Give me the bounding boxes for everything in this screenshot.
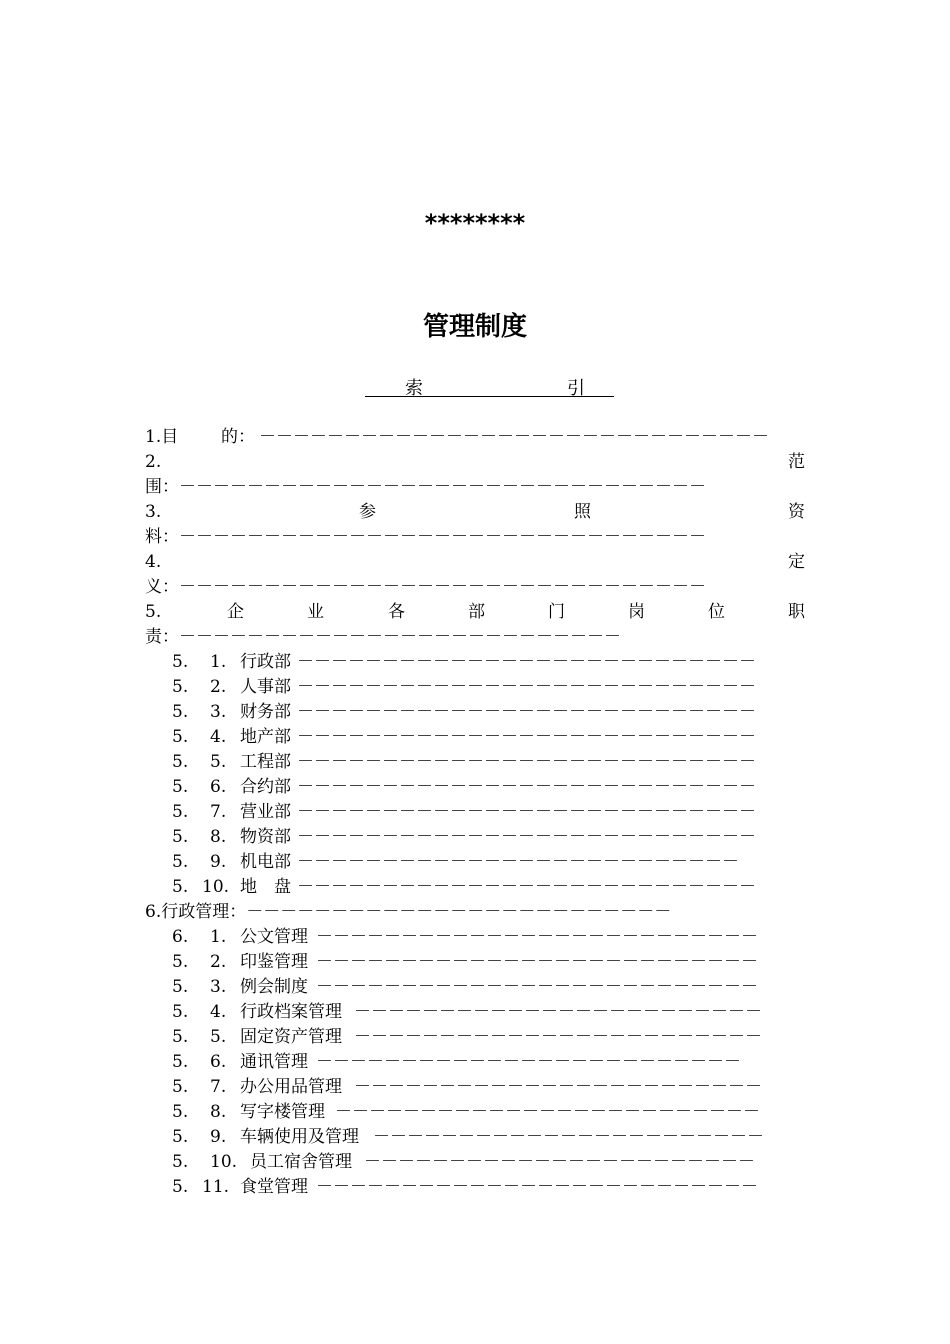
toc-subitem-leader: －－－－－－－－－－－－－－－－－－－－－－－－－－－ bbox=[297, 727, 756, 747]
toc-subitem-major: 6. bbox=[172, 927, 189, 947]
toc-item-3-mid2: 照 bbox=[574, 502, 591, 522]
toc-item-5-char: 业 bbox=[307, 602, 324, 622]
toc-subitem bbox=[172, 1100, 802, 1124]
index-heading-left: 索 bbox=[405, 378, 423, 399]
toc-subitem bbox=[172, 875, 802, 899]
toc-subitem-major: 5. bbox=[172, 777, 189, 797]
toc-subitem bbox=[172, 775, 802, 799]
toc-subitem bbox=[172, 725, 802, 749]
toc-subitem-leader: －－－－－－－－－－－－－－－－－－－－－－－－－－ bbox=[316, 952, 758, 972]
toc-subitem bbox=[172, 1000, 802, 1024]
toc-subitem-major: 5. bbox=[172, 702, 189, 722]
toc-item-5-char: 位 bbox=[708, 602, 725, 622]
toc-subitem-minor: 2. bbox=[210, 677, 227, 697]
toc-subitem-label: 合约部 bbox=[240, 777, 291, 797]
toc-subitem-major: 5. bbox=[172, 727, 189, 747]
toc-subitem-leader: －－－－－－－－－－－－－－－－－－－－－－－－－－－ bbox=[297, 702, 756, 722]
toc-subitem-leader: －－－－－－－－－－－－－－－－－－－－－－－ bbox=[364, 1152, 755, 1172]
toc-subitem-minor: 5. bbox=[210, 1027, 227, 1047]
toc-subitem-leader: －－－－－－－－－－－－－－－－－－－－－－－－－－－ bbox=[297, 752, 756, 772]
toc-subitem-leader: －－－－－－－－－－－－－－－－－－－－－－－－－－－ bbox=[297, 877, 756, 897]
toc-subitem-leader: －－－－－－－－－－－－－－－－－－－－－－－－－－－ bbox=[297, 802, 756, 822]
toc-item-5-char: 门 bbox=[548, 602, 565, 622]
toc-subitem-minor: 10. bbox=[202, 877, 230, 897]
toc-subitem-label: 物资部 bbox=[240, 827, 291, 847]
toc-subitem-major: 5. bbox=[172, 1002, 189, 1022]
toc-subitem bbox=[172, 800, 802, 824]
toc-subitem-minor: 6. bbox=[210, 1052, 227, 1072]
toc-subitem-label: 印鉴管理 bbox=[240, 952, 308, 972]
toc-subitem-leader: －－－－－－－－－－－－－－－－－－－－－－－－ bbox=[354, 1002, 762, 1022]
toc-subitem-label: 办公用品管理 bbox=[240, 1077, 342, 1097]
toc-subitem-label: 公文管理 bbox=[240, 927, 308, 947]
index-heading-right: 引 bbox=[567, 378, 585, 399]
toc-item-5-char: 岗 bbox=[628, 602, 645, 622]
toc-item-3 bbox=[145, 500, 805, 524]
toc-item-3-mid1: 参 bbox=[359, 502, 376, 522]
toc-subitem-major: 5. bbox=[172, 1177, 189, 1197]
toc-section-6-title: 6.行政管理：－－－－－－－－－－－－－－－－－－－－－－－－－ bbox=[145, 902, 672, 922]
toc-subitem-label: 地 盘 bbox=[240, 877, 291, 897]
toc-subitem bbox=[172, 950, 802, 974]
toc-item-3-number: 3. bbox=[145, 502, 162, 522]
toc-item-1-word: 的： bbox=[221, 427, 255, 447]
toc-subitem-major: 5. bbox=[172, 752, 189, 772]
toc-subitem bbox=[172, 1125, 802, 1149]
toc-subitem-label: 通讯管理 bbox=[240, 1052, 308, 1072]
toc-item-5-char: 各 bbox=[388, 602, 405, 622]
toc-subitem-minor: 4. bbox=[210, 727, 227, 747]
toc-subitem-major: 5. bbox=[172, 952, 189, 972]
toc-item-4-number: 4. bbox=[145, 552, 162, 572]
toc-subitem-label: 人事部 bbox=[240, 677, 291, 697]
toc-subitem bbox=[172, 1150, 802, 1174]
toc-subitem-major: 5. bbox=[172, 802, 189, 822]
toc-subitem bbox=[172, 750, 802, 774]
toc-subitem-label: 地产部 bbox=[240, 727, 291, 747]
toc-subitem-major: 5. bbox=[172, 1052, 189, 1072]
toc-subitem-major: 5. bbox=[172, 652, 189, 672]
toc-item-5-char: 5. bbox=[145, 602, 162, 622]
toc-subitem-leader: －－－－－－－－－－－－－－－－－－－－－－－－－－ bbox=[316, 977, 758, 997]
toc-subitem-label: 食堂管理 bbox=[240, 1177, 308, 1197]
toc-subitem-minor: 3. bbox=[210, 702, 227, 722]
toc-subitem-major: 5. bbox=[172, 1077, 189, 1097]
toc-subitem bbox=[172, 700, 802, 724]
toc-subitem-label: 固定资产管理 bbox=[240, 1027, 342, 1047]
toc-subitem-minor: 10. bbox=[210, 1152, 238, 1172]
toc-item-5-char: 职 bbox=[788, 602, 805, 622]
toc-subitem-minor: 6. bbox=[210, 777, 227, 797]
toc-subitem-minor: 5. bbox=[210, 752, 227, 772]
toc-subitem-minor: 3. bbox=[210, 977, 227, 997]
toc-subitem-minor: 9. bbox=[210, 1127, 227, 1147]
toc-item-1-number: 1.目 bbox=[145, 427, 179, 447]
toc-subitem-major: 5. bbox=[172, 677, 189, 697]
toc-item-3-wrap: 料：－－－－－－－－－－－－－－－－－－－－－－－－－－－－－－－ bbox=[145, 527, 706, 547]
toc-subitem bbox=[172, 825, 802, 849]
toc-item-4-wrap: 义：－－－－－－－－－－－－－－－－－－－－－－－－－－－－－－－ bbox=[145, 577, 706, 597]
toc-subitem-label: 行政部 bbox=[240, 652, 291, 672]
toc-item-2-tail: 范 bbox=[788, 452, 805, 472]
toc-subitem bbox=[172, 975, 802, 999]
toc-subitem-leader: －－－－－－－－－－－－－－－－－－－－－－－－－－－ bbox=[297, 652, 756, 672]
toc-item-5-wrap: 责：－－－－－－－－－－－－－－－－－－－－－－－－－－ bbox=[145, 627, 621, 647]
toc-subitem bbox=[172, 1075, 802, 1099]
toc-subitem-label: 例会制度 bbox=[240, 977, 308, 997]
toc-subitem-minor: 9. bbox=[210, 852, 227, 872]
toc-subitem-label: 财务部 bbox=[240, 702, 291, 722]
toc-subitem bbox=[172, 1175, 802, 1199]
toc-subitem bbox=[172, 675, 802, 699]
toc-subitem-label: 车辆使用及管理 bbox=[240, 1127, 359, 1147]
toc-subitem-label: 工程部 bbox=[240, 752, 291, 772]
toc-subitem-major: 5. bbox=[172, 1127, 189, 1147]
toc-subitem bbox=[172, 925, 802, 949]
toc-item-2-wrap: 围：－－－－－－－－－－－－－－－－－－－－－－－－－－－－－－－ bbox=[145, 477, 706, 497]
toc-item-3-tail: 资 bbox=[788, 502, 805, 522]
toc-subitem-label: 写字楼管理 bbox=[240, 1102, 325, 1122]
toc-item-4-tail: 定 bbox=[788, 552, 805, 572]
toc-subitem-leader: －－－－－－－－－－－－－－－－－－－－－－－－－ bbox=[316, 1052, 741, 1072]
toc-subitem-leader: －－－－－－－－－－－－－－－－－－－－－－－－ bbox=[354, 1077, 762, 1097]
toc-subitem-leader: －－－－－－－－－－－－－－－－－－－－－－－－－ bbox=[335, 1102, 760, 1122]
toc-subitem-minor: 1. bbox=[210, 652, 227, 672]
toc-subitem-major: 5. bbox=[172, 977, 189, 997]
toc-subitem-minor: 8. bbox=[210, 827, 227, 847]
toc-subitem bbox=[172, 850, 802, 874]
toc-subitem-leader: －－－－－－－－－－－－－－－－－－－－－－－－ bbox=[354, 1027, 762, 1047]
toc-subitem-major: 5. bbox=[172, 1152, 189, 1172]
toc-subitem-major: 5. bbox=[172, 1102, 189, 1122]
toc-subitem-label: 营业部 bbox=[240, 802, 291, 822]
toc-subitem bbox=[172, 1050, 802, 1074]
toc-subitem-minor: 1. bbox=[210, 927, 227, 947]
toc-subitem-leader: －－－－－－－－－－－－－－－－－－－－－－－ bbox=[373, 1127, 764, 1147]
toc-subitem-minor: 8. bbox=[210, 1102, 227, 1122]
toc-subitem bbox=[172, 650, 802, 674]
toc-subitem-minor: 7. bbox=[210, 802, 227, 822]
toc-subitem-major: 5. bbox=[172, 827, 189, 847]
toc-subitem-minor: 7. bbox=[210, 1077, 227, 1097]
toc-subitem-label: 员工宿舍管理 bbox=[250, 1152, 352, 1172]
document-title: 管理制度 bbox=[422, 312, 527, 342]
toc-subitem-label: 机电部 bbox=[240, 852, 291, 872]
toc-item-4 bbox=[145, 550, 805, 574]
toc-item-1-leader: －－－－－－－－－－－－－－－－－－－－－－－－－－－－－－ bbox=[259, 427, 769, 447]
toc-subitem-leader: －－－－－－－－－－－－－－－－－－－－－－－－－－－ bbox=[297, 827, 756, 847]
toc-subitem bbox=[172, 1025, 802, 1049]
toc-subitem-minor: 4. bbox=[210, 1002, 227, 1022]
toc-subitem-major: 5. bbox=[172, 852, 189, 872]
index-heading bbox=[365, 374, 614, 397]
toc-subitem-leader: －－－－－－－－－－－－－－－－－－－－－－－－－－ bbox=[316, 1177, 758, 1197]
toc-subitem-minor: 11. bbox=[202, 1177, 230, 1197]
toc-subitem-major: 5. bbox=[172, 877, 189, 897]
toc-subitem-major: 5. bbox=[172, 1027, 189, 1047]
toc-subitem-label: 行政档案管理 bbox=[240, 1002, 342, 1022]
toc-item-2 bbox=[145, 450, 805, 474]
toc-subitem-leader: －－－－－－－－－－－－－－－－－－－－－－－－－－ bbox=[316, 927, 758, 947]
toc-item-5-char: 企 bbox=[227, 602, 244, 622]
company-name: ******** bbox=[424, 209, 526, 237]
toc-subitem-leader: －－－－－－－－－－－－－－－－－－－－－－－－－－ bbox=[297, 852, 739, 872]
toc-subitem-leader: －－－－－－－－－－－－－－－－－－－－－－－－－－－ bbox=[297, 777, 756, 797]
toc-item-2-number: 2. bbox=[145, 452, 162, 472]
toc-item-1 bbox=[145, 425, 805, 449]
toc-subitem-minor: 2. bbox=[210, 952, 227, 972]
toc-subitem-leader: －－－－－－－－－－－－－－－－－－－－－－－－－－－ bbox=[297, 677, 756, 697]
toc-item-5-char: 部 bbox=[468, 602, 485, 622]
toc-item-5 bbox=[145, 600, 805, 624]
